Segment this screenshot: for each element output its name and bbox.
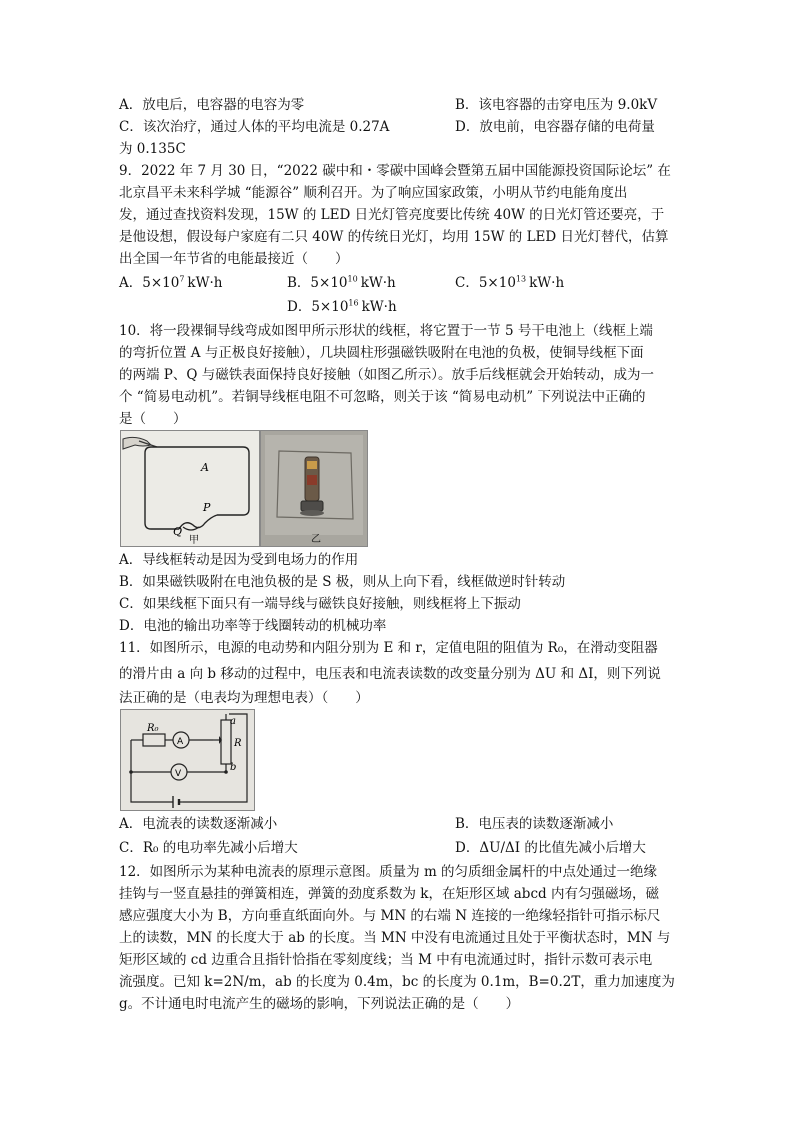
q10-option-b: B．如果磁铁吸附在电池负极的是 S 极，则从上向下看，线框做逆时针转动 [119, 574, 566, 590]
q11-stem-line: 法正确的是（电表均为理想电表）（ ） [119, 690, 369, 706]
q10-label-jia: 甲 [189, 535, 199, 546]
q10-option-a: A．导线框转动是因为受到电场力的作用 [119, 552, 359, 568]
q9-option-a-base: A．5×10 [119, 275, 180, 291]
q9-option-b [287, 272, 396, 294]
q9-option-d-unit: kW·h [361, 299, 397, 315]
q10-stem-line: 个 “简易电动机”。若铜导线框电阻不可忽略，则关于该 “简易电动机” 下列说法中正确的 [119, 389, 646, 405]
q9-stem-line: 发，通过查找资料发现，15W 的 LED 日光灯管亮度要比传统 40W 的日光灯管还要亮，于 [119, 207, 665, 223]
q10-stem-line: 是（ ） [119, 411, 187, 427]
q11-label-a: a [230, 716, 236, 727]
q9-option-c-base: C．5×10 [455, 275, 516, 291]
q12-stem-line: 流强度。已知 k=2N/m，ab 的长度为 0.4m，bc 的长度为 0.1m，B=0.2T，重力加速度为 [119, 974, 675, 990]
q11-option-d: D．ΔU/ΔI 的比值先减小后增大 [455, 840, 646, 856]
q12-stem-line: 上的读数，MN 的长度大于 ab 的长度。当 MN 中没有电流通过且处于平衡状态时，MN 与 [119, 930, 671, 946]
q9-option-d [287, 296, 397, 318]
q9-stem-line: 出全国一年节省的电能最接近（ ） [119, 251, 349, 267]
q10-label-a: A [201, 461, 209, 474]
q10-stem-line: 的两端 P、Q 与磁铁表面保持良好接触（如图乙所示）。放手后线框就会开始转动，成为一 [119, 367, 654, 383]
q8-option-b: B．该电容器的击穿电压为 9.0kV [455, 97, 658, 113]
q10-stem-line: 的弯折位置 A 与正极良好接触），几块圆柱形强磁铁吸附在电池的负极，使铜导线框下面 [119, 345, 644, 361]
q11-voltmeter-label: V [175, 769, 182, 779]
q9-option-a-exp: 7 [179, 274, 185, 284]
q9-option-b-unit: kW·h [360, 275, 396, 291]
q11-circuit-figure [120, 709, 255, 811]
q10-label-p: P [203, 501, 211, 514]
q10-figure-jia-drawing [121, 431, 259, 546]
q9-option-b-exp: 10 [347, 274, 358, 284]
q9-option-b-base: B．5×10 [287, 275, 348, 291]
q10-figure-yi [260, 430, 368, 547]
q11-label-r: R [234, 738, 242, 749]
q11-ammeter-label: A [177, 737, 184, 747]
q10-figure-yi-drawing [261, 431, 367, 546]
q11-option-c: C．R₀ 的电功率先减小后增大 [119, 840, 298, 856]
q12-stem-line: 挂钩与一竖直悬挂的弹簧相连，弹簧的劲度系数为 k，在矩形区域 abcd 内有匀强磁场，磁 [119, 886, 659, 902]
q9-option-c-exp: 13 [515, 274, 527, 284]
q11-label-b: b [230, 762, 237, 773]
q9-option-d-exp: 16 [348, 298, 359, 308]
q9-stem-line: 北京昌平未来科学城 “能源谷” 顺利召开。为了响应国家政策，小明从节约电能角度出 [119, 185, 628, 201]
q9-option-c-unit: kW·h [529, 275, 565, 291]
q8-option-a: A．放电后，电容器的电容为零 [119, 97, 305, 113]
q12-stem-line: 矩形区域的 cd 边重合且指针恰指在零刻度线；当 M 中有电流通过时，指针示数可表示电 [119, 952, 653, 968]
q10-stem-line: 10．将一段裸铜导线弯成如图甲所示形状的线框，将它置于一节 5 号干电池上（线框上端 [119, 323, 653, 339]
q8-option-c: C．该次治疗，通过人体的平均电流是 0.27A [119, 119, 390, 135]
q11-circuit-drawing [121, 710, 254, 810]
q12-stem-line: g。不计通电时电流产生的磁场的影响，下列说法正确的是（ ） [119, 996, 520, 1012]
q11-option-a: A．电流表的读数逐渐减小 [119, 816, 278, 832]
q10-label-yi: 乙 [311, 534, 321, 545]
q12-stem-line: 感应强度大小为 B，方向垂直纸面向外。与 MN 的右端 N 连接的一绝缘轻指针可指示标尺 [119, 908, 661, 924]
q8-option-d-line2: 为 0.135C [119, 141, 186, 157]
q10-option-d: D．电池的输出功率等于线圈转动的机械功率 [119, 618, 387, 634]
q11-stem-line: 的滑片由 a 向 b 移动的过程中，电压表和电流表读数的改变量分别为 ΔU 和 ΔI，则下列说 [119, 666, 661, 682]
q9-option-a-unit: kW·h [187, 275, 223, 291]
q8-option-d-line1: D．放电前，电容器存储的电荷量 [455, 119, 655, 135]
q11-option-b: B．电压表的读数逐渐减小 [455, 816, 614, 832]
q9-option-c [455, 272, 564, 294]
q9-option-a [119, 272, 222, 294]
q9-stem-line: 9．2022 年 7 月 30 日，“2022 碳中和・零碳中国峰会暨第五届中国能源投资国际论坛” 在 [119, 163, 671, 179]
q10-option-c: C．如果线框下面只有一端导线与磁铁良好接触，则线框将上下振动 [119, 596, 521, 612]
q12-stem-line: 12．如图所示为某种电流表的原理示意图。质量为 m 的匀质细金属杆的中点处通过一绝缘 [119, 864, 658, 880]
q11-stem-line: 11．如图所示，电源的电动势和内阻分别为 E 和 r，定值电阻的阻值为 R₀，在滑动变阻器 [119, 640, 658, 656]
q11-label-r0: R₀ [147, 723, 159, 734]
q10-label-q: Q [173, 525, 183, 538]
q10-figure-jia [120, 430, 260, 547]
q9-option-d-base: D．5×10 [287, 299, 349, 315]
q9-stem-line: 是他设想，假设每户家庭有二只 40W 的传统日光灯，均用 15W 的 LED 日光灯替代，估算 [119, 229, 669, 245]
